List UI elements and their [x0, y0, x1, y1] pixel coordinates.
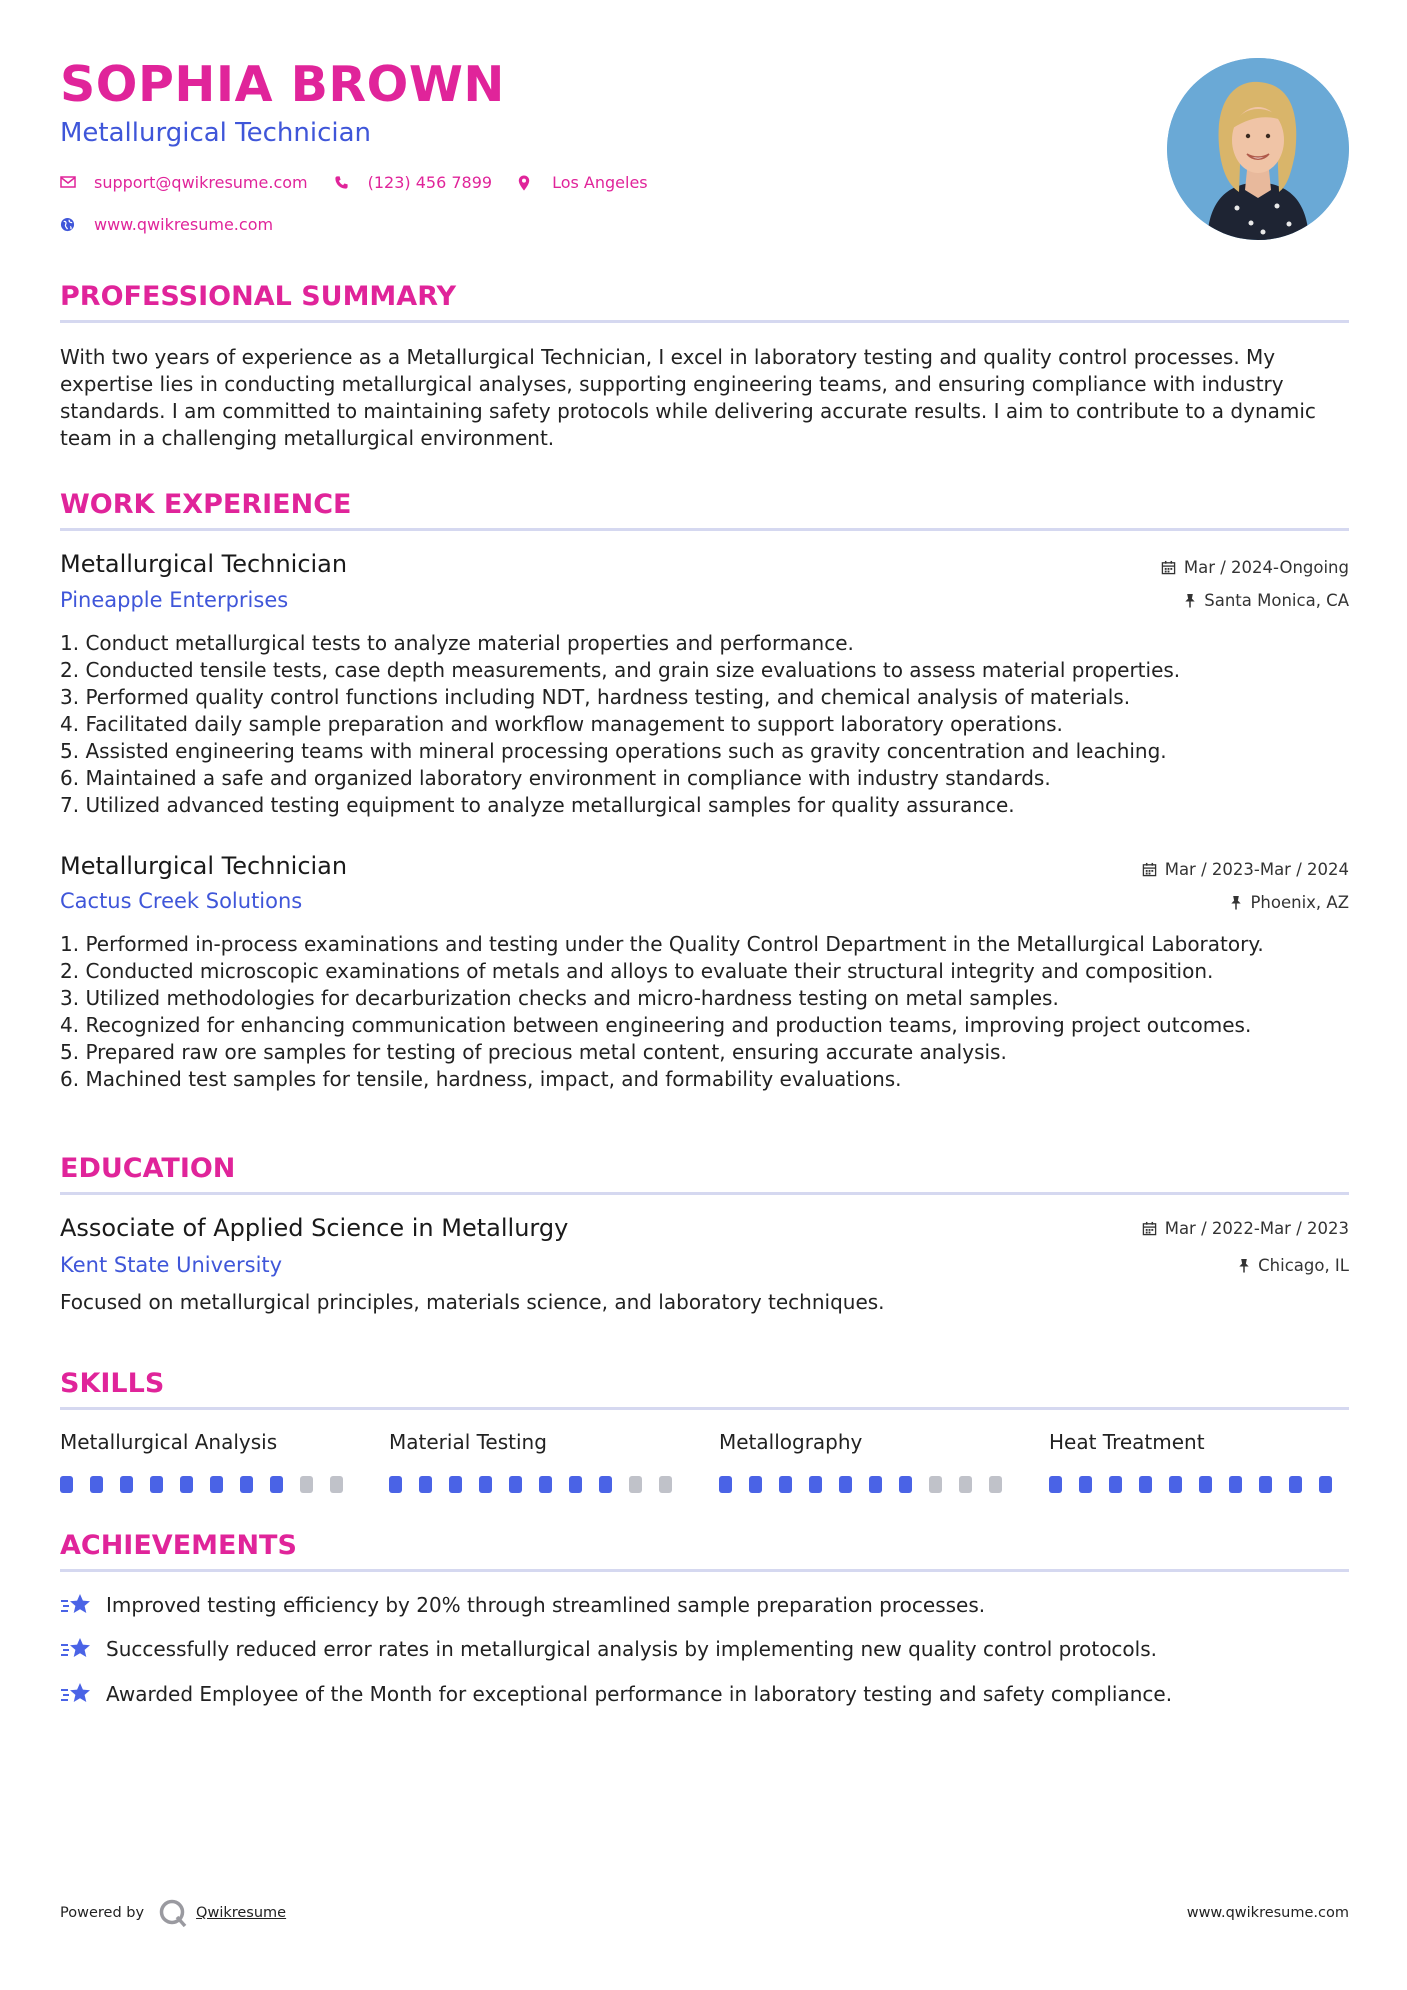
list-item: 5. Assisted engineering teams with mineral processing operations such as gravity concentration and leaching.: [60, 739, 1167, 763]
pushpin-icon: [1184, 593, 1196, 608]
star-icon: [60, 1681, 92, 1707]
list-item: 4. Facilitated daily sample preparation and workflow management to support laboratory operations.: [60, 712, 1063, 736]
skill-dot-filled: [240, 1476, 253, 1493]
job-dates-text: Mar / 2023-Mar / 2024: [1164, 860, 1349, 879]
achievement-item: [60, 1681, 1172, 1707]
envelope-icon: [60, 175, 76, 191]
calendar-icon: [1142, 1221, 1157, 1236]
candidate-role: Metallurgical Technician: [60, 118, 372, 148]
skill-dot-filled: [419, 1476, 432, 1493]
skill-dot-filled: [509, 1476, 522, 1493]
phone-text: (123) 456 7899: [367, 173, 493, 192]
list-item: 1. Performed in-process examinations and testing under the Quality Control Department in the Metallurgical Laboratory.: [60, 932, 1264, 956]
skill-dot-filled: [1229, 1476, 1242, 1493]
powered-by-label: Powered by: [60, 1905, 145, 1921]
contact-website[interactable]: [60, 215, 273, 234]
school-name: Kent State University: [60, 1253, 283, 1277]
section-divider: [60, 1569, 1349, 1572]
skill-dot-filled: [569, 1476, 582, 1493]
skill-dot-filled: [270, 1476, 283, 1493]
skill-item: [719, 1430, 1019, 1493]
skill-dot-filled: [869, 1476, 882, 1493]
skill-rating: [389, 1476, 689, 1493]
skill-rating: [719, 1476, 1019, 1493]
skill-dot-filled: [389, 1476, 402, 1493]
job-location: [1230, 893, 1349, 912]
pushpin-icon: [1238, 1258, 1250, 1273]
contact-row-2: [60, 215, 299, 234]
skill-dot-filled: [749, 1476, 762, 1493]
star-icon: [60, 1636, 92, 1662]
star-icon: [60, 1592, 92, 1618]
skill-rating: [1049, 1476, 1349, 1493]
skill-dot-filled: [150, 1476, 163, 1493]
skill-dot-filled: [809, 1476, 822, 1493]
email-text: support@qwikresume.com: [94, 173, 308, 192]
skill-dot-filled: [210, 1476, 223, 1493]
section-title-achievements: ACHIEVEMENTS: [60, 1530, 297, 1561]
pushpin-icon: [1230, 895, 1242, 910]
job-dates: [1142, 860, 1349, 879]
skill-dot-filled: [539, 1476, 552, 1493]
section-title-education: EDUCATION: [60, 1153, 236, 1184]
skill-dot-empty: [629, 1476, 642, 1493]
achievement-text: Improved testing efficiency by 20% through streamlined sample preparation processes.: [106, 1593, 986, 1617]
section-title-experience: WORK EXPERIENCE: [60, 489, 352, 520]
skill-dot-filled: [1259, 1476, 1272, 1493]
skill-name: Heat Treatment: [1049, 1430, 1205, 1454]
job-bullets: [60, 931, 1264, 1093]
skill-item: [60, 1430, 360, 1493]
skill-dot-filled: [1109, 1476, 1122, 1493]
qwikresume-logo-icon: [158, 1898, 188, 1928]
section-divider: [60, 528, 1349, 531]
job-company: Pineapple Enterprises: [60, 588, 289, 612]
profile-photo: [1167, 58, 1349, 240]
skill-dot-filled: [180, 1476, 193, 1493]
contact-phone[interactable]: [334, 173, 492, 192]
job-location: [1184, 591, 1349, 610]
skill-dot-empty: [929, 1476, 942, 1493]
summary-text: With two years of experience as a Metallurgical Technician, I excel in laboratory testing and quality control processes. My expertise lies in conducting metallurgical analyses, supporting engineering teams, and ensuring compliance with industry standards. I am committed to maintaining safety protocols while delivering accurate results. I aim to contribute to a dynamic team in a challenging metallurgical environment.: [60, 345, 1316, 450]
skill-name: Metallography: [719, 1430, 863, 1454]
list-item: 5. Prepared raw ore samples for testing of precious metal content, ensuring accurate analysis.: [60, 1040, 1007, 1064]
skill-dot-filled: [1319, 1476, 1332, 1493]
skill-dot-filled: [1199, 1476, 1212, 1493]
list-item: 1. Conduct metallurgical tests to analyze material properties and performance.: [60, 631, 854, 655]
section-title-summary: PROFESSIONAL SUMMARY: [60, 281, 457, 312]
contact-email[interactable]: [60, 173, 308, 192]
job-location-text: Phoenix, AZ: [1250, 893, 1349, 912]
education-dates-text: Mar / 2022-Mar / 2023: [1164, 1219, 1349, 1238]
list-item: 6. Machined test samples for tensile, hardness, impact, and formability evaluations.: [60, 1067, 902, 1091]
contact-location: [518, 173, 648, 192]
skill-dot-empty: [330, 1476, 343, 1493]
map-pin-icon: [518, 175, 534, 191]
skill-dot-filled: [1139, 1476, 1152, 1493]
skill-dot-filled: [1289, 1476, 1302, 1493]
qwikresume-link[interactable]: Qwikresume: [196, 1905, 287, 1921]
section-title-skills: SKILLS: [60, 1368, 165, 1399]
skill-rating: [60, 1476, 360, 1493]
list-item: 3. Performed quality control functions including NDT, hardness testing, and chemical analysis of materials.: [60, 685, 1131, 709]
skill-dot-filled: [599, 1476, 612, 1493]
calendar-icon: [1142, 862, 1157, 877]
skill-dot-filled: [1169, 1476, 1182, 1493]
job-bullets: [60, 630, 1180, 819]
skill-dot-filled: [779, 1476, 792, 1493]
list-item: 7. Utilized advanced testing equipment to analyze metallurgical samples for quality assurance.: [60, 793, 1015, 817]
skill-dot-filled: [60, 1476, 73, 1493]
skill-dot-filled: [839, 1476, 852, 1493]
skill-dot-empty: [300, 1476, 313, 1493]
list-item: 6. Maintained a safe and organized laboratory environment in compliance with industry standards.: [60, 766, 1051, 790]
skill-item: [389, 1430, 689, 1493]
education-description: Focused on metallurgical principles, materials science, and laboratory techniques.: [60, 1290, 885, 1314]
skill-dot-filled: [1079, 1476, 1092, 1493]
skill-dot-filled: [90, 1476, 103, 1493]
footer-website[interactable]: www.qwikresume.com: [1186, 1905, 1349, 1921]
skill-name: Material Testing: [389, 1430, 547, 1454]
job-dates-text: Mar / 2024-Ongoing: [1183, 558, 1349, 577]
skill-dot-filled: [899, 1476, 912, 1493]
phone-icon: [334, 175, 350, 191]
section-divider: [60, 1192, 1349, 1195]
job-dates: [1161, 558, 1349, 577]
skill-item: [1049, 1430, 1349, 1493]
location-text: Los Angeles: [552, 173, 648, 192]
globe-icon: [60, 217, 76, 233]
skill-dot-filled: [449, 1476, 462, 1493]
section-divider: [60, 320, 1349, 323]
education-location-text: Chicago, IL: [1258, 1256, 1349, 1275]
education-dates: [1142, 1219, 1349, 1238]
candidate-name: SOPHIA BROWN: [60, 56, 505, 113]
job-title: Metallurgical Technician: [60, 852, 348, 880]
achievement-text: Awarded Employee of the Month for exceptional performance in laboratory testing and safety compliance.: [106, 1682, 1173, 1706]
skill-name: Metallurgical Analysis: [60, 1430, 278, 1454]
job-title: Metallurgical Technician: [60, 550, 348, 578]
skill-dot-empty: [989, 1476, 1002, 1493]
list-item: 4. Recognized for enhancing communication between engineering and production teams, improving project outcomes.: [60, 1013, 1252, 1037]
job-company: Cactus Creek Solutions: [60, 889, 303, 913]
job-location-text: Santa Monica, CA: [1204, 591, 1349, 610]
contact-row: [60, 173, 674, 192]
skill-dot-filled: [719, 1476, 732, 1493]
education-location: [1238, 1256, 1349, 1275]
skill-dot-filled: [120, 1476, 133, 1493]
degree-title: Associate of Applied Science in Metallurgy: [60, 1214, 569, 1242]
skill-dot-filled: [479, 1476, 492, 1493]
list-item: 3. Utilized methodologies for decarburization checks and micro-hardness testing on metal samples.: [60, 986, 1059, 1010]
list-item: 2. Conducted microscopic examinations of metals and alloys to evaluate their structural integrity and composition.: [60, 959, 1214, 983]
footer-powered-by: [60, 1898, 286, 1928]
skill-dot-empty: [659, 1476, 672, 1493]
achievement-text: Successfully reduced error rates in metallurgical analysis by implementing new quality control protocols.: [106, 1637, 1157, 1661]
calendar-icon: [1161, 560, 1176, 575]
section-divider: [60, 1407, 1349, 1410]
website-text: www.qwikresume.com: [94, 215, 274, 234]
achievement-item: [60, 1636, 1157, 1662]
skill-dot-empty: [959, 1476, 972, 1493]
achievement-item: [60, 1592, 985, 1618]
list-item: 2. Conducted tensile tests, case depth measurements, and grain size evaluations to assess material properties.: [60, 658, 1181, 682]
skill-dot-filled: [1049, 1476, 1062, 1493]
